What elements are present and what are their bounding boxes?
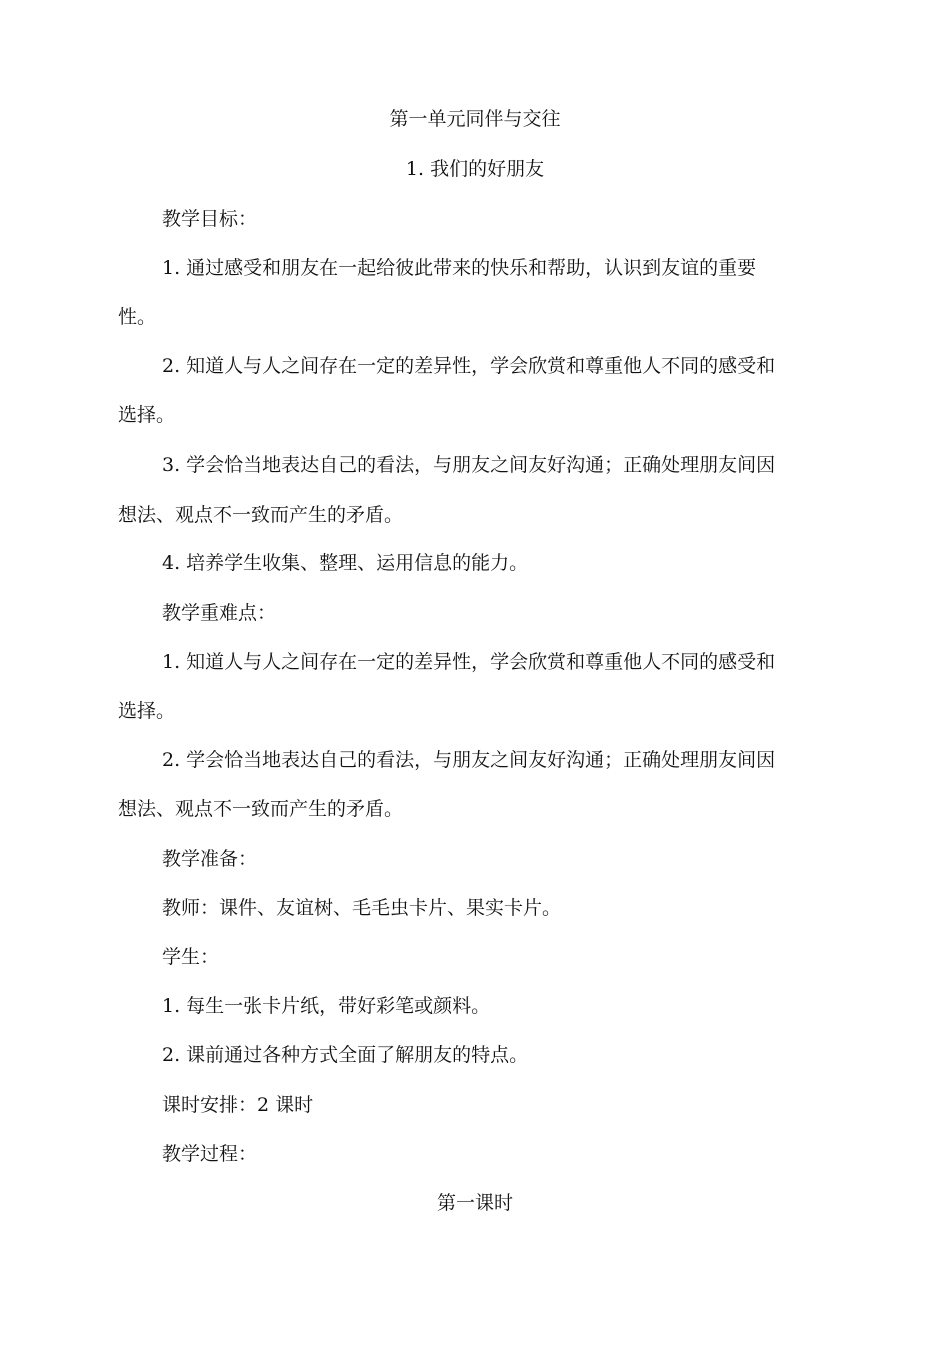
schedule: 课时安排：2 课时 [162,1094,314,1116]
goal-2-line-2: 选择。 [118,404,176,426]
unit-title: 第一单元同伴与交往 [389,108,561,130]
lesson-title: 1. 我们的好朋友 [405,158,545,180]
goal-3-line-1: 3. 学会恰当地表达自己的看法，与朋友之间友好沟通；正确处理朋友间因 [162,454,776,476]
key-point-1-line-1: 1. 知道人与人之间存在一定的差异性，学会欣赏和尊重他人不同的感受和 [162,651,776,673]
goal-1-line-2: 性。 [118,306,157,328]
preparation-heading: 教学准备： [162,848,258,870]
first-period-heading: 第一课时 [436,1192,513,1214]
goal-2-line-1: 2. 知道人与人之间存在一定的差异性，学会欣赏和尊重他人不同的感受和 [162,355,776,377]
preparation-student-1: 1. 每生一张卡片纸，带好彩笔或颜料。 [162,995,491,1017]
preparation-teacher: 教师：课件、友谊树、毛毛虫卡片、果实卡片。 [162,897,562,919]
preparation-student-heading: 学生： [162,946,220,968]
preparation-student-2: 2. 课前通过各种方式全面了解朋友的特点。 [162,1044,529,1066]
goal-4: 4. 培养学生收集、整理、运用信息的能力。 [162,552,529,574]
goal-1-line-1: 1. 通过感受和朋友在一起给彼此带来的快乐和帮助，认识到友谊的重要 [162,257,757,279]
key-point-1-line-2: 选择。 [118,700,176,722]
goals-heading: 教学目标： [162,208,258,230]
process-heading: 教学过程： [162,1143,258,1165]
key-points-heading: 教学重难点： [162,602,277,624]
key-point-2-line-1: 2. 学会恰当地表达自己的看法，与朋友之间友好沟通；正确处理朋友间因 [162,749,776,771]
goal-3-line-2: 想法、观点不一致而产生的矛盾。 [118,504,404,526]
key-point-2-line-2: 想法、观点不一致而产生的矛盾。 [118,798,404,820]
